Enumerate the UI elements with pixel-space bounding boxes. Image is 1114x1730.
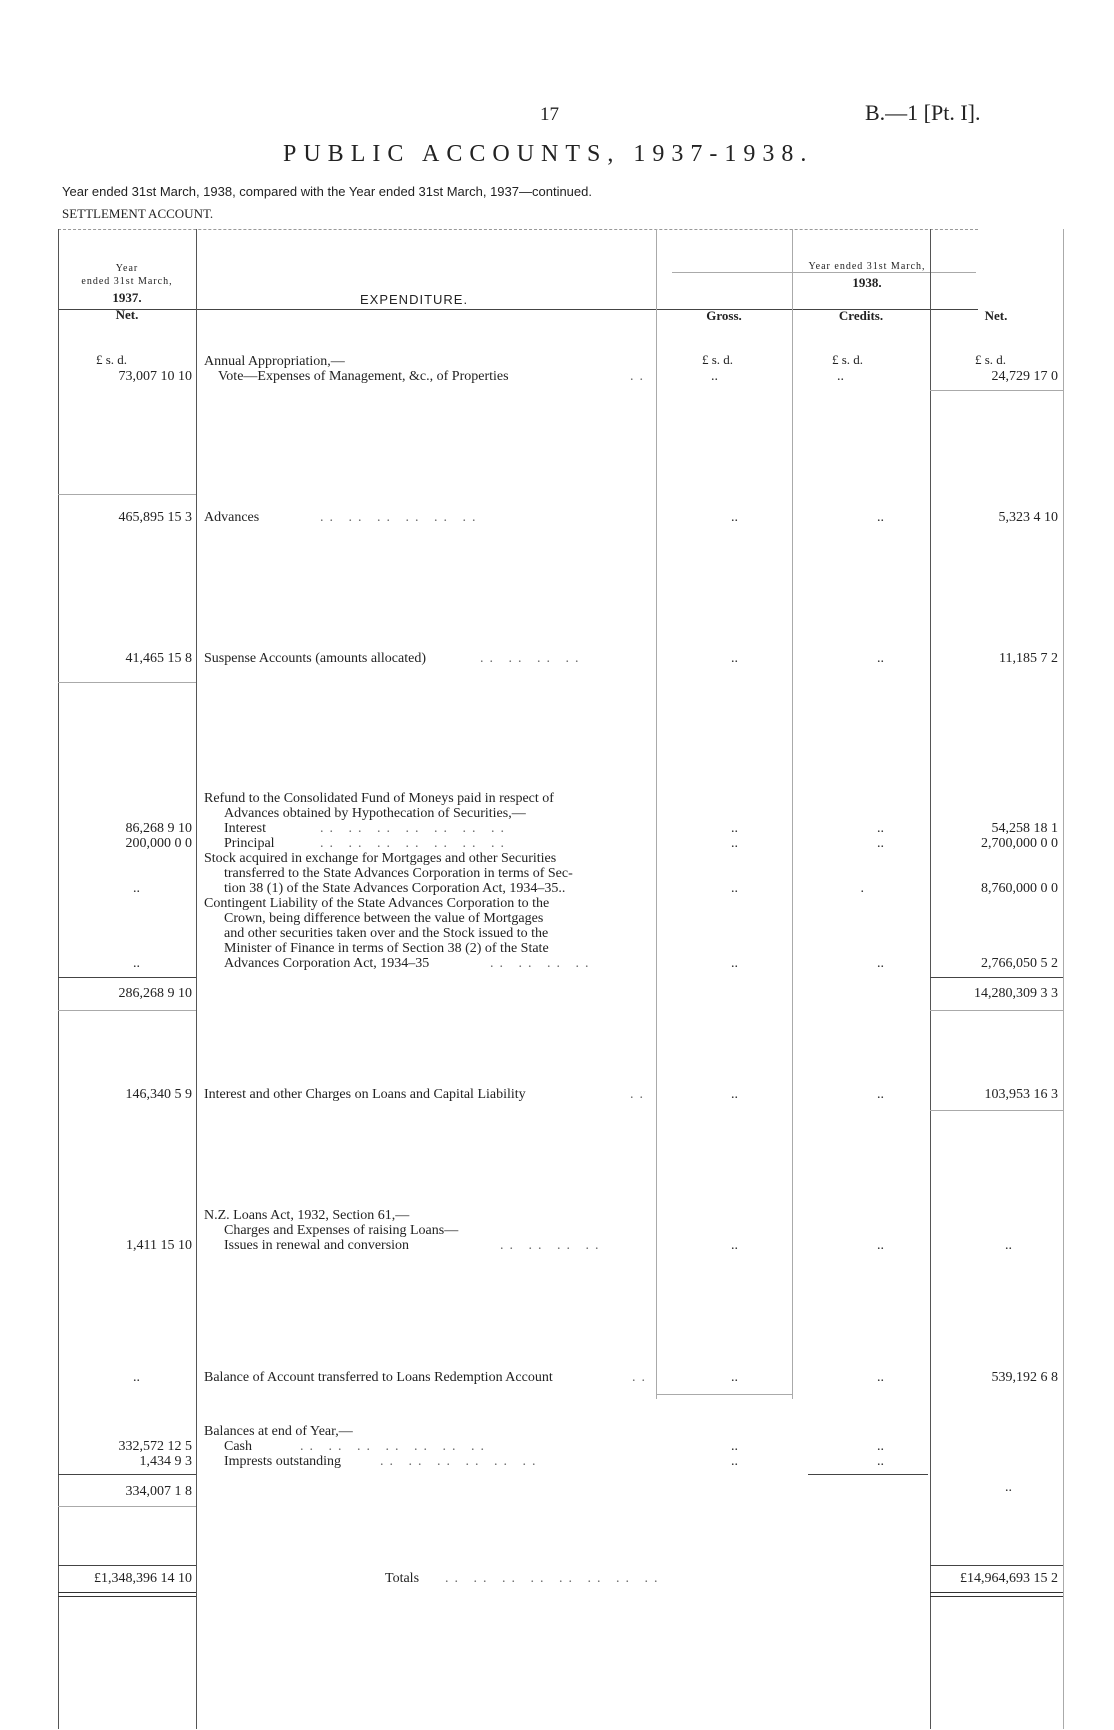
- r2-dots: .. .. .. .. .. ..: [320, 510, 482, 525]
- totals-dots: .. .. .. .. .. .. .. ..: [445, 1571, 664, 1586]
- prev-year-header-1: Year: [115, 263, 139, 274]
- r8-net: ..: [1005, 1480, 1012, 1495]
- r7-credits: ..: [877, 1370, 884, 1385]
- r4-total-prev: 286,268 9 10: [118, 986, 192, 1001]
- r8-prev-rule-bottom: [58, 1506, 196, 1507]
- r4-cont-label3: and other securities taken over and the Stock issued to the: [224, 926, 549, 941]
- r4-cont-net: 2,766,050 5 2: [981, 956, 1058, 971]
- r4-principal-credits: ..: [877, 836, 884, 851]
- r4-interest-net: 54,258 18 1: [991, 821, 1058, 836]
- r8-cash-dots: .. .. .. .. .. .. ..: [300, 1439, 490, 1454]
- r6-net: ..: [1005, 1238, 1012, 1253]
- r8-imprests-gross: ..: [731, 1454, 738, 1469]
- r4-principal-dots: .. .. .. .. .. .. ..: [320, 836, 510, 851]
- totals-prev: £1,348,396 14 10: [94, 1571, 192, 1586]
- lsd-gross: £ s. d.: [702, 352, 734, 367]
- r2-gross: ..: [731, 510, 738, 525]
- r5-gross: ..: [731, 1087, 738, 1102]
- r4-stock-label3: tion 38 (1) of the State Advances Corporation Act, 1934–35..: [224, 881, 566, 896]
- r8-imprests-prev: 1,434 9 3: [139, 1454, 192, 1469]
- r4-net-rule-top: [930, 977, 1063, 978]
- r4-prev-rule-top: [58, 977, 196, 978]
- r7-gross: ..: [731, 1370, 738, 1385]
- r1-gross: ..: [711, 369, 718, 384]
- r2-net: 5,323 4 10: [998, 510, 1058, 525]
- r1-label2: Vote—Expenses of Management, &c., of Properties: [218, 369, 509, 384]
- r3-gross: ..: [731, 651, 738, 666]
- section-title: SETTLEMENT ACCOUNT.: [62, 206, 214, 221]
- r4-stock-label2: transferred to the State Advances Corporation in terms of Sec-: [224, 866, 573, 881]
- r4-stock-label1: Stock acquired in exchange for Mortgages and other Securities: [204, 851, 557, 866]
- r2-prev: 465,895 15 3: [118, 510, 192, 525]
- r7-label: Balance of Account transferred to Loans Redemption Account: [204, 1370, 553, 1385]
- r4-net-rule-bottom: [930, 1010, 1063, 1011]
- left-border: [58, 229, 59, 1729]
- subtitle: Year ended 31st March, 1938, compared with the Year ended 31st March, 1937—continued.: [62, 184, 592, 199]
- prev-net-header: Net.: [115, 307, 139, 322]
- r8-imprests-credits: ..: [877, 1454, 884, 1469]
- r8-cash-credits: ..: [877, 1439, 884, 1454]
- r1-prev: 73,007 10 10: [118, 369, 192, 384]
- right-border: [1063, 229, 1064, 1729]
- current-year-header-2: 1938.: [852, 275, 882, 290]
- r6-label1: N.Z. Loans Act, 1932, Section 61,—: [204, 1208, 410, 1223]
- col-divider-expenditure: [656, 229, 657, 1399]
- col-divider-credits: [930, 229, 931, 1729]
- r1-net: 24,729 17 0: [991, 369, 1058, 384]
- r4-interest-credits: ..: [877, 821, 884, 836]
- r5-credits: ..: [877, 1087, 884, 1102]
- col-divider-prev: [196, 229, 197, 1729]
- gross-header: Gross.: [706, 308, 742, 323]
- r4-cont-dots: .. .. .. ..: [490, 956, 595, 971]
- net-header: Net.: [984, 308, 1008, 323]
- r4-cont-credits: ..: [877, 956, 884, 971]
- page-number: 17: [540, 104, 559, 125]
- totals-net-double-rule: [930, 1592, 1063, 1597]
- r3-rule: [58, 682, 196, 683]
- r4-stock-credits: .: [860, 881, 864, 896]
- r3-dots: .. .. .. ..: [480, 651, 585, 666]
- r8-imprests-dots: .. .. .. .. .. ..: [380, 1454, 542, 1469]
- lsd-credits: £ s. d.: [832, 352, 864, 367]
- r3-prev: 41,465 15 8: [125, 651, 192, 666]
- r4-label1: Refund to the Consolidated Fund of Moneys paid in respect of: [204, 791, 554, 806]
- r2-rule: [58, 494, 196, 495]
- r5-rule: [930, 1110, 1063, 1111]
- r1-label1: Annual Appropriation,—: [204, 354, 345, 369]
- r4-stock-net: 8,760,000 0 0: [981, 881, 1058, 896]
- r4-cont-prev: ..: [133, 956, 140, 971]
- r3-label: Suspense Accounts (amounts allocated): [204, 651, 427, 666]
- r1-rule: [930, 390, 1063, 391]
- r6-label3: Issues in renewal and conversion: [224, 1238, 410, 1253]
- r8-prev-rule: [58, 1474, 196, 1475]
- r2-credits: ..: [877, 510, 884, 525]
- page-title: PUBLIC ACCOUNTS, 1937-1938.: [283, 141, 814, 167]
- credits-header: Credits.: [838, 308, 884, 323]
- expenditure-header: EXPENDITURE.: [360, 292, 469, 307]
- r7-dots: ..: [632, 1370, 651, 1385]
- r4-stock-prev: ..: [133, 881, 140, 896]
- r4-principal-prev: 200,000 0 0: [125, 836, 192, 851]
- r6-credits: ..: [877, 1238, 884, 1253]
- r4-label2: Advances obtained by Hypothecation of Securities,—: [224, 806, 526, 821]
- r4-total-net: 14,280,309 3 3: [974, 986, 1058, 1001]
- totals-net: £14,964,693 15 2: [960, 1571, 1058, 1586]
- r4-interest-gross: ..: [731, 821, 738, 836]
- r8-label: Balances at end of Year,—: [204, 1424, 353, 1439]
- r1-credits: ..: [837, 369, 844, 384]
- r3-net: 11,185 7 2: [999, 651, 1058, 666]
- r6-dots: .. .. .. ..: [500, 1238, 605, 1253]
- r8-cash-label: Cash: [224, 1439, 252, 1454]
- r5-dots: ..: [630, 1087, 649, 1102]
- totals-label: Totals: [385, 1571, 420, 1586]
- r2-label: Advances: [204, 510, 260, 525]
- r4-prev-rule-bottom: [58, 1010, 196, 1011]
- r8-total-prev: 334,007 1 8: [125, 1484, 192, 1499]
- prev-year-header-3: 1937.: [112, 290, 142, 305]
- prev-year-header-2: ended 31st March,: [81, 276, 173, 287]
- r6-gross: ..: [731, 1238, 738, 1253]
- r4-cont-label5: Advances Corporation Act, 1934–35: [224, 956, 430, 971]
- r5-label: Interest and other Charges on Loans and Capital Liability: [204, 1087, 526, 1102]
- r4-principal-label: Principal: [224, 836, 275, 851]
- lsd-prev: £ s. d.: [96, 352, 128, 367]
- r7-prev: ..: [133, 1370, 140, 1385]
- r4-interest-prev: 86,268 9 10: [125, 821, 192, 836]
- r4-cont-gross: ..: [731, 956, 738, 971]
- r1-dots: ..: [630, 369, 649, 384]
- r6-prev: 1,411 15 10: [126, 1238, 192, 1253]
- totals-net-rule-top: [930, 1565, 1063, 1566]
- totals-prev-rule-top: [58, 1565, 196, 1566]
- totals-prev-double-rule: [58, 1592, 196, 1597]
- r4-principal-gross: ..: [731, 836, 738, 851]
- r4-cont-label2: Crown, being difference between the value of Mortgages: [224, 911, 544, 926]
- document-reference: B.—1 [Pt. I].: [865, 100, 981, 125]
- r5-net: 103,953 16 3: [984, 1087, 1058, 1102]
- r5-prev: 146,340 5 9: [125, 1087, 192, 1102]
- r8-cash-prev: 332,572 12 5: [118, 1439, 192, 1454]
- r4-stock-gross: ..: [731, 881, 738, 896]
- r4-interest-dots: .. .. .. .. .. .. ..: [320, 821, 510, 836]
- current-year-header-1: Year ended 31st March,: [808, 261, 926, 272]
- lsd-net: £ s. d.: [975, 352, 1007, 367]
- r8-credits-rule: [808, 1474, 928, 1475]
- r4-cont-label4: Minister of Finance in terms of Section 38 (2) of the State: [224, 941, 549, 956]
- r4-principal-net: 2,700,000 0 0: [981, 836, 1058, 851]
- r7-net: 539,192 6 8: [991, 1370, 1058, 1385]
- r4-cont-label1: Contingent Liability of the State Advances Corporation to the: [204, 896, 550, 911]
- r3-credits: ..: [877, 651, 884, 666]
- r6-label2: Charges and Expenses of raising Loans—: [224, 1223, 459, 1238]
- r8-cash-gross: ..: [731, 1439, 738, 1454]
- r4-interest-label: Interest: [224, 821, 266, 836]
- r8-imprests-label: Imprests outstanding: [224, 1454, 342, 1469]
- r7-rule: [656, 1394, 792, 1395]
- col-divider-gross: [792, 229, 793, 1399]
